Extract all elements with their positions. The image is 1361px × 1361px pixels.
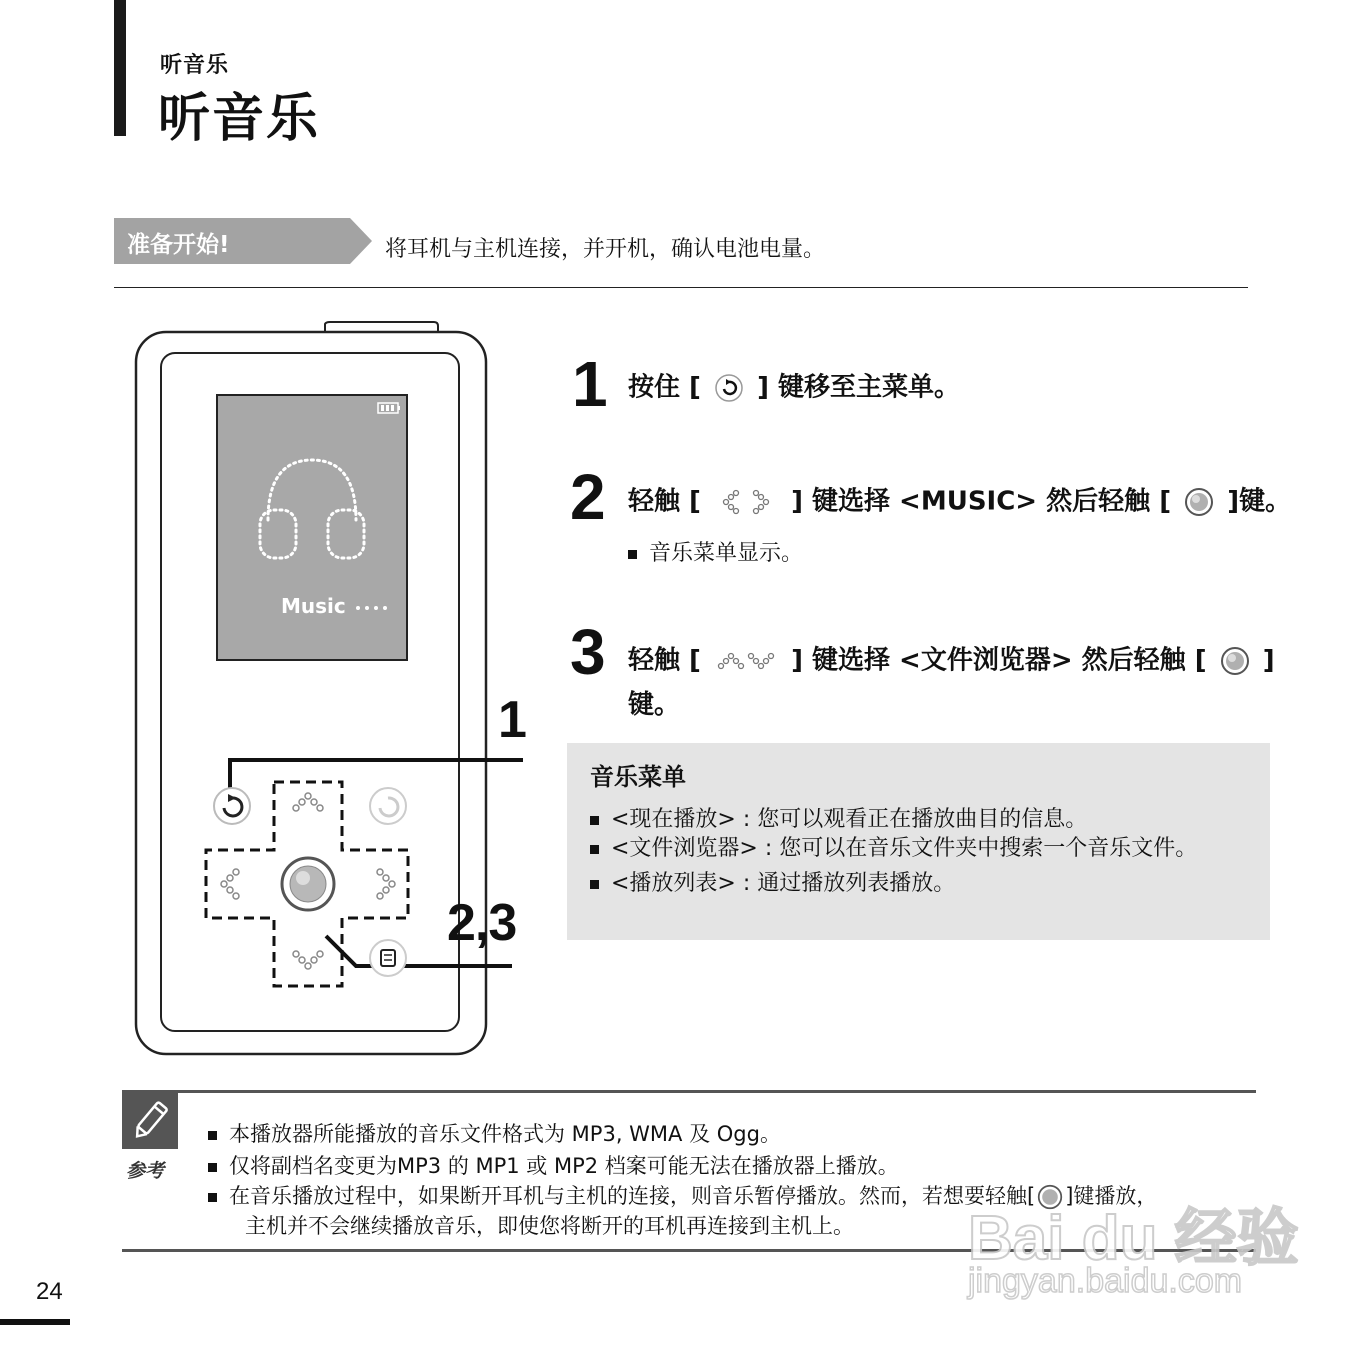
- step-3-line2: 键。: [628, 690, 681, 720]
- step-1-text: [628, 373, 960, 403]
- pencil-icon: [122, 1093, 178, 1149]
- callout-1: 1: [498, 691, 527, 749]
- step-2-number: 2: [570, 461, 606, 533]
- watermark-brand: Bai du 经验: [968, 1204, 1299, 1273]
- page-number: 24: [36, 1278, 63, 1305]
- left-right-icon: [714, 487, 778, 517]
- note-item-text: 本播放器所能播放的音乐文件格式为 MP3, WMA 及 Ogg。: [229, 1122, 781, 1146]
- step-2-sub-text: 音乐菜单显示。: [649, 541, 804, 566]
- center-button-icon: [1184, 487, 1214, 517]
- note-icon-box: [122, 1093, 178, 1149]
- note-item: [208, 1118, 781, 1148]
- note-item-continuation: 主机并不会继续播放音乐，即使您将断开的耳机再连接到主机上。: [245, 1214, 854, 1238]
- music-menu-item-text: <播放列表> : 通过播放列表播放。: [611, 871, 956, 896]
- header-accent-bar: [114, 0, 126, 136]
- callout-2-3: 2,3: [447, 894, 517, 952]
- music-menu-item: [590, 802, 1087, 833]
- step-3-number: 3: [570, 616, 606, 688]
- step-2-mid: ] 键选择 <MUSIC> 然后轻触 [: [791, 486, 1172, 517]
- step-3-text: [628, 646, 1275, 676]
- return-button-icon: [370, 788, 406, 824]
- up-down-icon: [714, 646, 778, 676]
- music-menu-item: [590, 831, 1197, 862]
- bullet: [208, 1193, 217, 1202]
- bullet: [628, 550, 637, 559]
- center-button-icon: [1220, 646, 1250, 676]
- ready-label: 准备开始!: [127, 232, 230, 258]
- bullet: [590, 880, 599, 889]
- bullet: [208, 1131, 217, 1140]
- note-item-text: 在音乐播放过程中，如果断开耳机与主机的连接，则音乐暂停播放。然而，若想要轻触[: [229, 1184, 1036, 1208]
- music-menu-item-text: <现在播放> : 您可以观看正在播放曲目的信息。: [611, 807, 1088, 832]
- device-screen: [217, 395, 407, 660]
- note-item-text: 仅将副档名变更为MP3 的 MP1 或 MP2 档案可能无法在播放器上播放。: [229, 1154, 899, 1178]
- ready-text: 将耳机与主机连接，并开机，确认电池电量。: [385, 237, 826, 262]
- page-bar: [0, 1319, 70, 1325]
- section-kicker: 听音乐: [160, 53, 230, 78]
- divider: [114, 287, 1248, 288]
- step-1-number: 1: [572, 348, 608, 420]
- bullet: [590, 845, 599, 854]
- bullet: [590, 816, 599, 825]
- step-1-after: ] 键移至主菜单。: [757, 372, 960, 403]
- note-label: 参考: [126, 1160, 165, 1182]
- back-icon: [714, 373, 744, 403]
- music-menu-title: 音乐菜单: [590, 763, 686, 791]
- step-3-before: 轻触 [: [628, 645, 701, 676]
- step-3-mid: ] 键选择 <文件浏览器> 然后轻触 [: [791, 645, 1207, 676]
- screen-label: Music: [281, 594, 346, 618]
- note-item-text: ]键播放，: [1065, 1184, 1158, 1208]
- center-button-icon: [282, 858, 334, 910]
- watermark-url: jingyan.baidu.com: [968, 1262, 1243, 1300]
- step-2-sub: [628, 536, 803, 567]
- step-3-after: ]: [1262, 645, 1275, 676]
- music-menu-item-text: <文件浏览器> : 您可以在音乐文件夹中搜索一个音乐文件。: [611, 836, 1198, 861]
- step-2-after: ]键。: [1227, 486, 1292, 517]
- page-title: 听音乐: [158, 89, 321, 149]
- step-2-before: 轻触 [: [628, 486, 701, 517]
- back-button-icon: [214, 788, 250, 824]
- note-top-rule: [122, 1090, 1256, 1093]
- menu-button-icon: [370, 940, 406, 976]
- step-2-text: [628, 487, 1291, 517]
- music-menu-item: [590, 866, 955, 897]
- bullet: [208, 1163, 217, 1172]
- note-item: [208, 1150, 899, 1180]
- step-1-before: 按住 [: [628, 372, 701, 403]
